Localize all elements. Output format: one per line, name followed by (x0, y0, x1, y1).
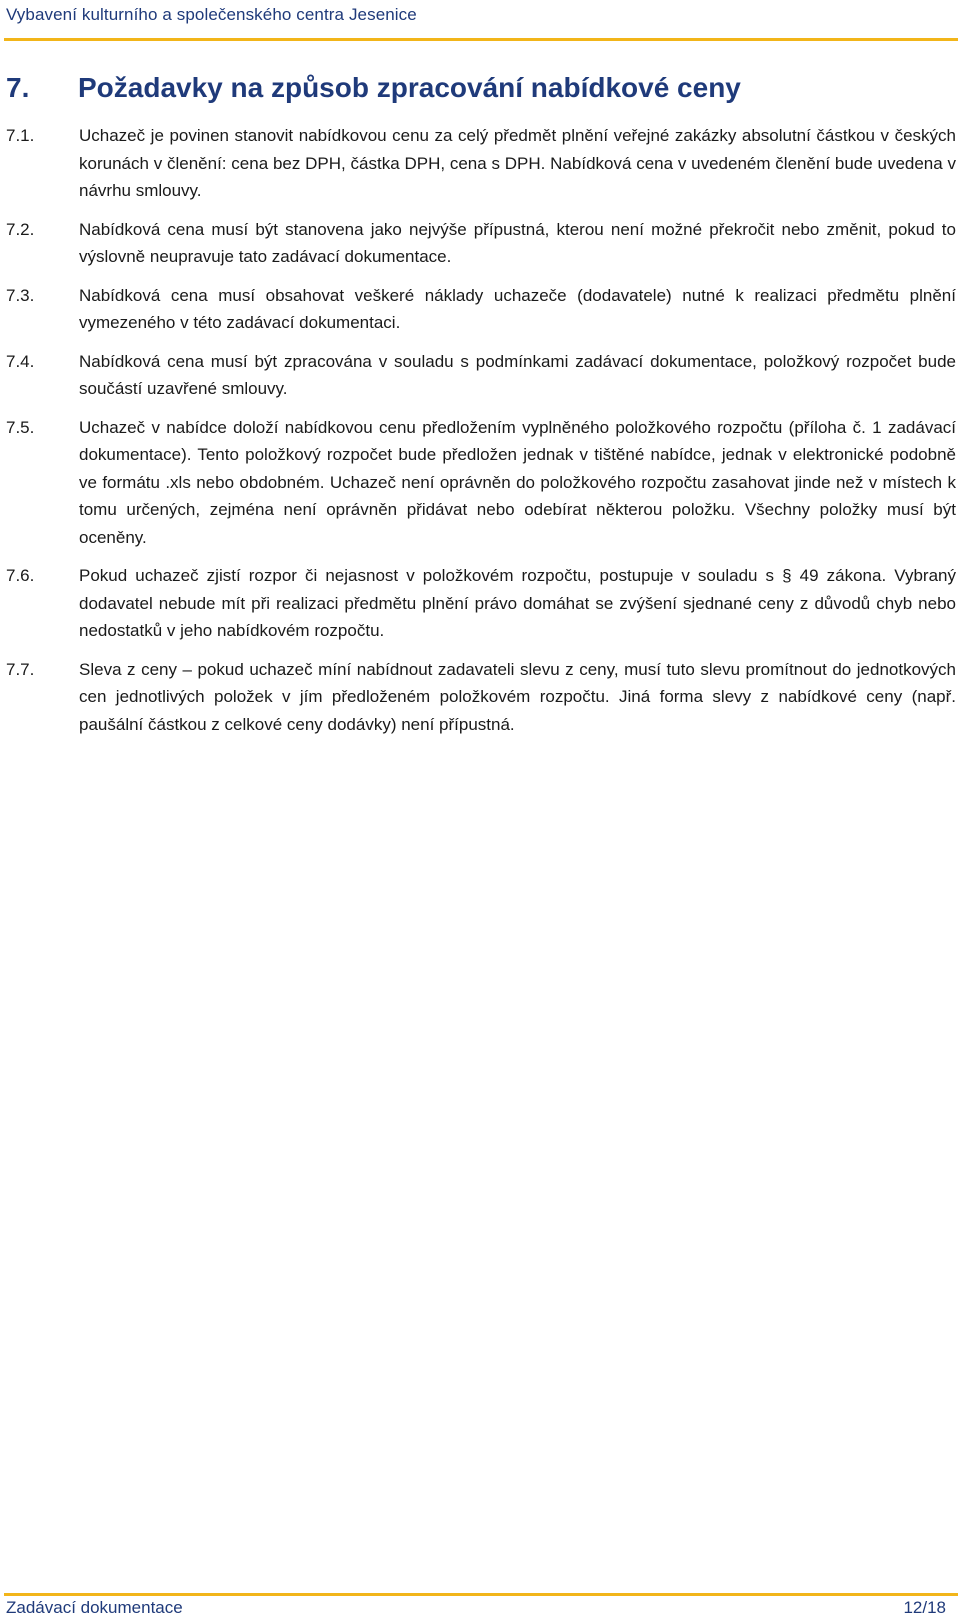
section-number: 7.7. (6, 659, 35, 679)
section-text: Nabídková cena musí být zpracována v souladu s podmínkami zadávací dokumentace, položkový rozpočet bude součástí uzavřené smlouvy. (79, 351, 956, 398)
section-number: 7.1. (6, 126, 35, 145)
section-7-1 (6, 122, 956, 205)
section-text: Nabídková cena musí být stanovena jako nejvýše přípustná, kterou není možné překročit nebo změnit, pokud to výslovně neupravuje tato zadávací dokumentace. (79, 219, 956, 266)
chapter-number: 7. (6, 72, 30, 103)
section-number: 7.3. (6, 285, 35, 305)
sections-list (6, 122, 956, 749)
section-number: 7.2. (6, 219, 35, 239)
footer-divider (4, 1593, 958, 1596)
section-text: Pokud uchazeč zjistí rozpor či nejasnost v položkovém rozpočtu, postupuje v souladu s § 49 zákona. Vybraný dodavatel nebude mít při realizaci předmětu plnění právo domáhat se zvýšení sjednané ceny z důvodů chyb nebo nedostatků v jeho nabídkovém rozpočtu. (79, 566, 956, 640)
section-number: 7.5. (6, 417, 35, 437)
chapter-title: Požadavky na způsob zpracování nabídkové ceny (78, 72, 741, 103)
page-header (0, 0, 960, 40)
header-divider (4, 38, 958, 41)
section-7-3 (6, 282, 956, 337)
section-text: Uchazeč je povinen stanovit nabídkovou cenu za celý předmět plnění veřejné zakázky absolutní částkou v českých korunách v členění: cena bez DPH, částka DPH, cena s DPH. Nabídková cena v uvedeném členění bude uvedena v návrhu smlouvy. (79, 126, 956, 200)
section-text: Uchazeč v nabídce doloží nabídkovou cenu předložením vyplněného položkového rozpočtu (příloha č. 1 zadávací dokumentace). Tento položkový rozpočet bude předložen jednak v tištěné nabídce, jednak v elektronické podobně ve formátu .xls nebo obdobném. Uchazeč není oprávněn do položkového rozpočtu zasahovat jinde než v místech k tomu určených, zejména není oprávněn přidávat nebo odebírat některou položku. Všechny položky musí být oceněny. (79, 417, 956, 547)
section-7-4 (6, 348, 956, 403)
footer-document-label: Zadávací dokumentace (6, 1598, 183, 1617)
section-text: Sleva z ceny – pokud uchazeč míní nabídnout zadavateli slevu z ceny, musí tuto slevu promítnout do jednotkových cen jednotlivých položek v jím předloženém položkovém rozpočtu. Jiná forma slevy z nabídkové ceny (např. paušální částkou z celkové ceny dodávky) není přípustná. (79, 659, 956, 734)
section-7-7 (6, 656, 956, 739)
page-number: 12/18 (903, 1598, 946, 1617)
chapter-heading (6, 72, 946, 104)
section-7-6 (6, 562, 956, 645)
section-text: Nabídková cena musí obsahovat veškeré náklady uchazeče (dodavatele) nutné k realizaci předmětu plnění vymezeného v této zadávací dokumentaci. (79, 285, 956, 332)
document-header-title: Vybavení kulturního a společenského centra Jesenice (6, 5, 417, 24)
section-number: 7.4. (6, 351, 35, 371)
section-number: 7.6. (6, 566, 35, 585)
section-7-2 (6, 216, 956, 271)
section-7-5 (6, 414, 956, 552)
